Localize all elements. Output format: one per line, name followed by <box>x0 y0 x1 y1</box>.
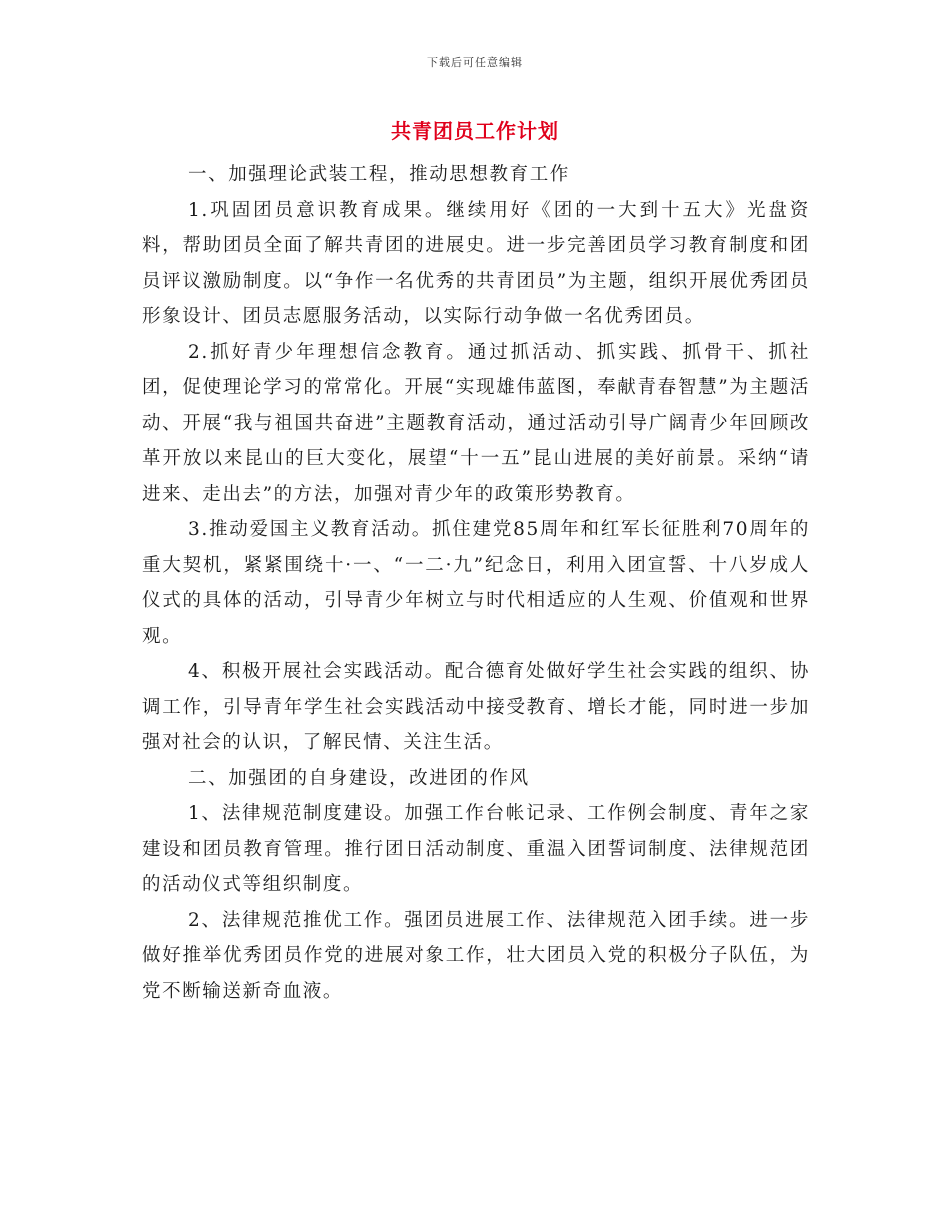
section-heading-1: 一、加强理论武装工程，推动思想教育工作 <box>188 164 570 185</box>
paragraph-1-3: 3.推动爱国主义教育活动。抓住建党85周年和红军长征胜利70周年的重大契机，紧紧围绕十·一、“一二·九”纪念日，利用入团宣誓、十八岁成人仪式的具体的活动，引导青少年树立与时代相适应的人生观、价值观和世界观。 <box>142 519 810 647</box>
paragraph-2-1: 1、法律规范制度建设。加强工作台帐记录、工作例会制度、青年之家建设和团员教育管理。推行团日活动制度、重温入团誓词制度、法律规范团的活动仪式等组织制度。 <box>142 803 810 895</box>
paragraph-1-1: 1.巩固团员意识教育成果。继续用好《团的一大到十五大》光盘资料，帮助团员全面了解共青团的进展史。进一步完善团员学习教育制度和团员评议激励制度。以“争作一名优秀的共青团员”为主题，组织开展优秀团员形象设计、团员志愿服务活动，以实际行动争做一名优秀团员。 <box>142 199 810 327</box>
document-body <box>142 157 810 1009</box>
paragraph-1-4: 4、积极开展社会实践活动。配合德育处做好学生社会实践的组织、协调工作，引导青年学生社会实践活动中接受教育、增长才能，同时进一步加强对社会的认识，了解民情、关注生活。 <box>142 661 810 753</box>
paragraph-2-2: 2、法律规范推优工作。强团员进展工作、法律规范入团手续。进一步做好推举优秀团员作党的进展对象工作，壮大团员入党的积极分子队伍，为党不断输送新奇血液。 <box>142 909 810 1002</box>
header-note: 下载后可任意编辑 <box>427 56 523 69</box>
document-title: 共青团员工作计划 <box>391 119 559 143</box>
paragraph-1-2: 2.抓好青少年理想信念教育。通过抓活动、抓实践、抓骨干、抓社团，促使理论学习的常常化。开展“实现雄伟蓝图，奉献青春智慧”为主题活动、开展“我与祖国共奋进”主题教育活动，通过活动引导广阔青少年回顾改革开放以来昆山的巨大变化，展望“十一五”昆山进展的美好前景。采纳“请进来、走出去”的方法，加强对青少年的政策形势教育。 <box>142 341 810 505</box>
section-heading-2: 二、加强团的自身建设，改进团的作风 <box>188 767 530 789</box>
